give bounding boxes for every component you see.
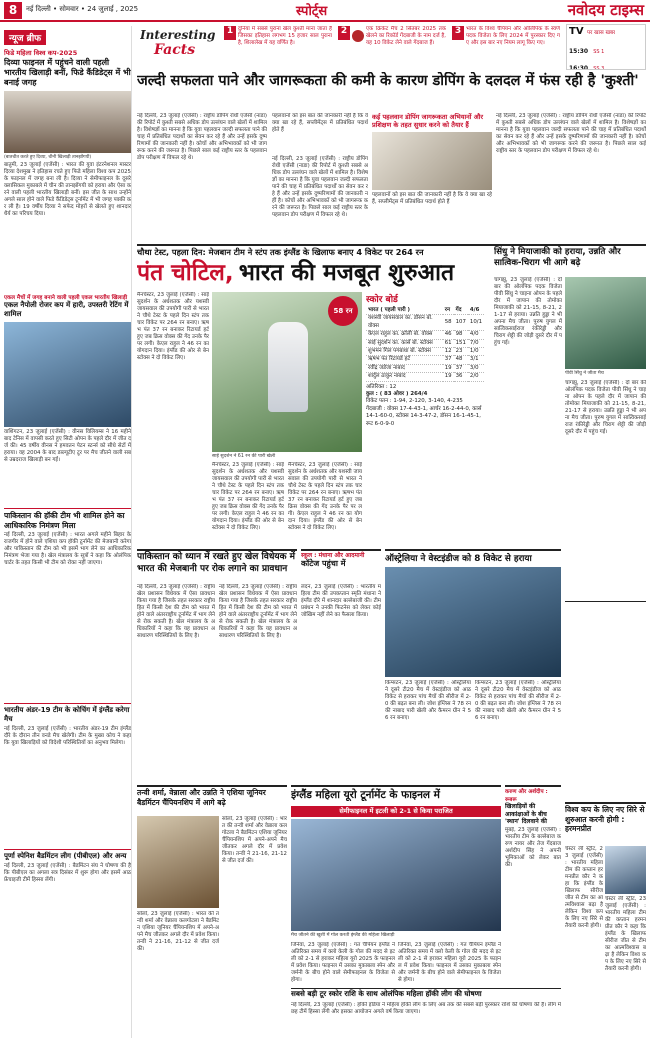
total-score: कुल : ( 83 ओवर ) 264/4 [366,391,428,398]
pak-body: नई दिल्ली, 23 जुलाई (एजेंसी) : राष्ट्रीय खेल प्रशासन विधेयक में ऐसा प्रावधान किया गया है जिसके तहत सरकार राष्ट्रीय हित में किसी देश की टीम को भारत में होने वाले अंतरराष्ट्रीय टूर्नामेंट में भाग लेने से रोक सकती है। खेल मंत्रालय के अधिकारियों ने कहा कि यह प्रावधान असाधारण परिस्थितियों के लिए है। [137,584,215,639]
interesting-facts-logo: Interesting Facts [140,28,216,58]
teaser-item: 2 एक क्रिकेट मैच 2 सितंबर 2025 तक खेलने का रिकॉर्ड गेंदबाजी के नाम दर्ज है, यह 10 विकेट लेने वाले गेंदबाज हैं। [338,26,446,68]
cricket-ball-icon [352,30,364,42]
lead-col4: नई दिल्ली, 23 जुलाई (एजेंसी) : राष्ट्रीय डोपिंग रोधी एजेंसी (नाडा) की रिपोर्ट में कुश्ती सबसे अधिक डोप उल्लंघन वाले खेलों में शामिल है। विशेषज्ञों का मानना है कि युवा पहलवान जल्दी सफलता पाने की चाह में प्रतिबंधित पदार्थों का सेवन कर रहे हैं और उन्हें इसके दुष्परिणामों की जानकारी नहीं है। कोचों और अभिभावकों को भी जागरूक करने की जरूरत है। पिछले साल कई राष्ट्रीय स्तर के पहलवान डोप परीक्षण में विफल रहे थे। [496,113,646,154]
raducanu-headline [565,601,646,629]
sindhu-photo [565,277,646,369]
sudarshan-photo [212,292,362,452]
teaser-strip [140,24,560,70]
masthead-brand: नवोदय टाइम्स [567,1,644,19]
pak-hockey-headline: पाकिस्तान की हॉकी टीम भी शामिल होने का आधिकारिक निमंत्रण मिला [4,508,131,530]
scorecard-title: स्कोर बोर्ड [366,295,398,305]
lead-headline: जल्दी सफलता पाने और जागरूकता की कमी के कारण डोपिंग के दलदल में फंस रही है 'कुश्ती' [137,73,639,89]
scorecard-table: भारत ( पहली पारी ) रन गेंद 4/6 यशस्वी जायसवाल का. डॉसन बो. वोक्स 58 107 10/1 केएल राहुल का. क्रॉली बो. वोक्स 46 98 4/0 साई सुदर्शन का. कार्स बो. स्टोक्स 61 151 7/0 शुभमन गिल पगबाधा बो. स्टोक्स 12 23 1/0 ऋषभ पंत रिटायर्ड हर्ट 37 48 3/1 रवींद्र जडेजा नाबाद 19 37 3/0 शार्दुल ठाकुर नाबाद 19 36 2/0 [368,307,482,380]
test-body: मैनचेस्टर, 23 जुलाई (एजेंसी) : साई सुदर्शन के अर्धशतक और यशस्वी जायसवाल की उपयोगी पारी से भारत ने चौथे टेस्ट के पहले दिन स्टंप तक चार विकेट पर 264 रन बनाए। ऋषभ पंत 37 रन बनाकर रिटायर्ड हर्ट हुए जब क्रिस वोक्स की गेंद उनके पैर पर लगी। केएल राहुल ने 46 रन का योगदान दिया। इंग्लैंड की ओर से बेन स्टोक्स ने दो विकेट लिए। [137,292,209,361]
news-brief-label: न्यूज ब्रीफ [4,30,46,45]
tv-row: 16:30 SS 3 [569,65,605,70]
date-line: नई दिल्ली • सोमवार • 24 जुलाई , 2025 [26,5,139,13]
score-badge: 58 रन [328,296,358,326]
lead-box: कई पहलवान डोपिंग जागरूकता अभियानों और प्रशिक्षण के तहत सुधार करने को तैयार हैं पहलवानों को इस बात की जानकारी नहीं है कि वे क्या खा रहे हैं, सप्लीमेंट्स में प्रतिबंधित पदार्थ होते हैं [372,113,492,205]
venus-headline: एकल नैपोली रोजर कप में हारी, उपस्तरी रेटिंग में शामिल [4,301,129,318]
batter-row: केएल राहुल का. क्रॉली बो. वोक्स 46 98 4/0 [366,331,484,339]
tennis-photo [4,322,131,427]
batter-row: यशस्वी जायसवाल का. डॉसन बो. वोक्स 58 107 10/1 [368,315,482,329]
hockey-headline: सबसे बड़ी टूर स्कोर राशि के साथ ओलंपिक महिला हॉकी लीग की घोषणा [291,988,561,1000]
brief-headline: दिव्या फाइनल में पहुंचने वाली पहली भारतीय खिलाड़ी बनीं, फिडे कैंडिडेट्स में भी बनाई जगह [4,58,131,87]
smriti-headline: स्कूल : मंधाना और आदमानी कॉटेज पहुंचा में [301,549,381,581]
venus-body: वाशिंगटन, 23 जुलाई (एजेंसी) : वीनस विलियम्स ने 16 महीने बाद टेनिस में वापसी करते हुए सिटी ओपन के पहले दौर में जीत दर्ज की। 45 वर्षीय वीनस ने हमवतन पेटन स्टर्न्स को सीधे सेटों में हराया। वह 2004 के बाद डब्ल्यूटीए टूर पर मैच जीतने वाली सबसे उम्रदराज खिलाड़ी बन गईं। [4,429,131,463]
batter-row: शुभमन गिल पगबाधा बो. स्टोक्स 12 23 1/0 [366,348,484,356]
test-kicker: चौथा टेस्ट, पहला दिन: मेजबान टीम ने स्टंप तक इंग्लैंड के खिलाफ बनाए 4 विकेट पर 264 रन [137,244,547,258]
euro-photo [291,819,501,931]
euro-subhead: सेमीफाइनल में इटली को 2-1 से किया पराजित [291,806,501,817]
brief-kicker: फिडे महिला विश्व कप-2025 [4,49,78,57]
u19-headline: भारतीय अंडर-19 टीम के कोचिंग में इंग्लैंड करेगा मैच [4,703,131,724]
tv-label: TV [569,26,584,37]
harman-headline: विश्व कप के लिए नए सिरे से शुरुआत करनी होगी : हरमनप्रीत [565,802,646,842]
junior-badminton-headline: तन्वी शर्मा, वेन्नाला और उन्नति ने एशिया जूनियर बैडमिंटन चैंपियनशिप में आगे बढ़े [137,785,287,813]
karun-headline: करुण और अर्शदीप : रूबरू खिलाड़ियों की आकांक्षाओं के बीच 'स्थान' दिलवाने की [505,785,561,825]
australia-body: किंग्सटन, 23 जुलाई (एजेंसी) : ऑस्ट्रेलिया ने दूसरे टी20 मैच में वेस्टइंडीज को आठ विकेट से हराकर पांच मैचों की सीरीज में 2-0 की बढ़त बना ली। जोश इंग्लिस ने 78 रन की नाबाद पारी खेली और कैमरन ग्रीन ने 56 रन बनाए। [385,680,471,721]
tv-row: 15:30 SS 1 [569,48,605,53]
euro-headline: इंग्लैंड महिला यूरो टूर्नामेंट के फाइनल में [291,785,501,805]
pak-headline: पाकिस्तान को ध्यान में रखते हुए खेल विधेयक में भारत की मेजबानी पर रोक लगाने का प्रावधान [137,549,297,581]
scorecard: स्कोर बोर्ड भारत ( पहली पारी ) रन गेंद 4/6 यशस्वी जायसवाल का. डॉसन बो. वोक्स 58 107 10/1 केएल राहुल का. क्रॉली बो. वोक्स 46 98 4/0 साई सुदर्शन का. कार्स बो. स्टोक्स 61 151 7/0 शुभमन गिल पगबाधा बो. स्टोक्स 12 23 1/0 ऋषभ पंत रिटायर्ड हर्ट 37 48 3/1 रवींद्र जडेजा नाबाद 19 37 3/0 शार्दुल ठाकुर नाबाद 19 36 2/0 अतिरिक्त : 12 कुल : ( 83 ओवर ) 264/4 विकेट पतन : 1-94, 2-120, 3-140, 4-235 गेंदबाजी : वोक्स 17-4-43-1, आर्चर 16-2-44-0, कार्स 14-1-60-0, स्टोक्स 14-3-47-2, डॉसन 16-1-45-1, रूट 6-0-9-0 [366,292,486,546]
batter-row: रवींद्र जडेजा नाबाद 19 37 3/0 [366,364,484,372]
teaser-item: 1 दुनिया में सबसे पुराना खेल कुश्ती माना जाता है जिसका इतिहास लगभग 15 हजार साल पुराना है, शिलालेख में यह वर्णित है। [224,26,332,68]
section-title: स्पोर्ट्स [296,4,328,19]
brief-body: बातुमी, 23 जुलाई (एजेंसी) : भारत की युवा इंटरनेशनल मास्टर दिव्या देशमुख ने इतिहास रचते हुए फिडे महिला विश्व कप 2025 के फाइनल में जगह बना ली है। दिव्या ने सेमीफाइनल के दूसरे क्लासिकल मुकाबले में चीन की तानझोंगयी को हराया और ऐसा करने वाली पहली भारतीय खिलाड़ी बनीं। इस जीत के साथ उन्होंने अगले साल होने वाले फिडे कैंडिडेट्स टूर्नामेंट में भी जगह पक्की कर ली है। 19 वर्षीय दिव्या ने सफेद मोहरों से खेलते हुए शानदार धैर्य का परिचय दिया। [4,162,131,217]
sindhu-body: चांगझू, 23 जुलाई (एजेंसी) : दो बार की ओलंपिक पदक विजेता पीवी सिंधु ने चाइना ओपन के पहले दौर में जापान की तोमोका मियाजाकी को 21-15, 8-21, 21-17 से हराया। उन्नति हुड्डा ने भी अपना मैच जीता। पुरुष युगल में सात्विकसाईराज रंकीरेड्डी और चिराग शेट्टी की जोड़ी दूसरे दौर में पहुंच गई। [494,277,562,346]
lead-col2: पहलवानों को इस बात की जानकारी नहीं है कि वे क्या खा रहे हैं, सप्लीमेंट्स में प्रतिबंधित पदार्थ होते हैं नई दिल्ली, 23 जुलाई (एजेंसी) : राष्ट्रीय डोपिंग रोधी एजेंसी (नाडा) की रिपोर्ट में कुश्ती सबसे अधिक डोप उल्लंघन वाले खेलों में शामिल है। विशेषज्ञों का मानना है कि युवा पहलवान जल्दी सफलता पाने की चाह में प्रतिबंधित पदार्थों का सेवन कर रहे हैं और उन्हें इसके दुष्परिणामों की जानकारी नहीं है। कोचों और अभिभावकों को भी जागरूक करने की जरूरत है। पिछले साल कई राष्ट्रीय स्तर के पहलवान डोप परीक्षण में विफल रहे थे। [272,113,368,218]
newspaper-page: 8 नई दिल्ली • सोमवार • 24 जुलाई , 2025 स्पोर्ट्स नवोदय टाइम्स Interesting Facts 1 दुनिया में सबसे पुराना खेल कुश्ती माना जाता है जिसका इतिहास लगभग 15 हजार साल पुराना है, शिलालेख में यह वर्णित है। 2 एक क्रिकेट मैच 2 सितंबर 2025 तक खेलने का रिकॉर्ड गेंदबाजी के नाम दर्ज है, यह 10 विकेट लेने वाले गेंदबाज हैं। 3 भारत के विश्व चैंपियन और ओलिंपिक के स्वर्ण पदक विजेता के लिए 2024 में पुरस्कार दिए गए और इस बार नए नियम लागू किए गए। TV पर खास खबर 15:30 SS 1 16:30 SS 3 न्यूज ब्रीफ फिडे महिला विश्व कप-2025 दिव्या फाइनल में पहुंचने वाली पहली भारतीय खिलाड़ी बनीं, फिडे कैंडिडेट्स में भी बनाई जगह (बातचीत करते हुए दिव्या, चीनी खिलाड़ी तानझोंगयी) बातुमी, 23 जुलाई (एजेंसी) : भारत की युवा इंटरनेशनल मास्टर दिव्या देशमुख ने इतिहास रचते हुए फिडे महिला विश्व कप 2025 के फाइनल में जगह बना ली है। दिव्या ने सेमीफाइनल के दूसरे क्लासिकल मुकाबले में चीन की तानझोंगयी को हराया और ऐसा करने वाली पहली भारतीय खिलाड़ी बनीं। इस जीत के साथ उन्होंने अगले साल होने वाले फिडे कैंडिडेट्स टूर्नामेंट में भी जगह पक्की कर ली है। 19 वर्षीय दिव्या ने सफेद मोहरों से खेलते हुए शानदार धैर्य का परिचय दिया। एकल मैचों में जगह बनाने वाली पहली एकल भारतीय खिलाड़ी एकल नैपोली रोजर कप में हारी, उपस्तरी रेटिंग में शामिल वाशिंगटन, 23 जुलाई (एजेंसी) : वीनस विलियम्स ने 16 महीने बाद टेनिस में वापसी करते हुए सिटी ओपन के पहले दौर में जीत दर्ज की। 45 वर्षीय वीनस ने हमवतन पेटन स्टर्न्स को सीधे सेटों में हराया। वह 2004 के बाद डब्ल्यूटीए टूर पर मैच जीतने वाली सबसे उम्रदराज खिलाड़ी बन गईं। पाकिस्तान की हॉकी टीम भी शामिल होने का आधिकारिक निमंत्रण मिला नई दिल्ली, 23 जुलाई (एजेंसी) : भारत अगले महीने बिहार के राजगीर में होने वाले एशिया कप हॉकी टूर्नामेंट की मेजबानी करेगा और पाकिस्तान की टीम को भी इसमें भाग लेने का आधिकारिक निमंत्रण भेजा गया है। खेल मंत्रालय के सूत्रों ने कहा कि ओलंपिक चार्टर के तहत किसी भी टीम को रोका नहीं जाएगा। भारतीय अंडर-19 टीम के कोचिंग में इंग्लैंड करेगा मैच नई दिल्ली, 23 जुलाई (एजेंसी) : भारतीय अंडर-19 टीम इंग्लैंड दौरे के दौरान तीन वनडे मैच खेलेगी। टीम के मुख्य कोच ने कहा कि युवा खिलाड़ियों को विदेशी परिस्थितियों का अनुभव मिलेगा। पूर्णा स्पेनिश बैडमिंटन लीग (पीबीएल) और अन्य नई दिल्ली, 23 जुलाई (एजेंसी) : बैडमिंटन संघ ने घोषणा की है कि पीबीएल का अगला सत्र दिसंबर में शुरू होगा और इसमें आठ फ्रेंचाइजी टीमें हिस्सा लेंगी। जल्दी सफलता पाने और जागरूकता की कमी के कारण डोपिंग के दलदल में फंस रही है 'कुश्ती' नई दिल्ली, 23 जुलाई (एजेंसी) : राष्ट्रीय डोपिंग रोधी एजेंसी (नाडा) की रिपोर्ट में कुश्ती सबसे अधिक डोप उल्लंघन वाले खेलों में शामिल है। विशेषज्ञों का मानना है कि युवा पहलवान जल्दी सफलता पाने की चाह में प्रतिबंधित पदार्थों का सेवन कर रहे हैं और उन्हें इसके दुष्परिणामों की जानकारी नहीं है। कोचों और अभिभावकों को भी जागरूक करने की जरूरत है। पिछले साल कई राष्ट्रीय स्तर के पहलवान डोप परीक्षण में विफल रहे थे। पहलवानों को इस बात की जानकारी नहीं है कि वे क्या खा रहे हैं, सप्लीमेंट्स में प्रतिबंधित पदार्थ होते हैं नई दिल्ली, 23 जुलाई (एजेंसी) : राष्ट्रीय डोपिंग रोधी एजेंसी (नाडा) की रिपोर्ट में कुश्ती सबसे अधिक डोप उल्लंघन वाले खेलों में शामिल है। विशेषज्ञों का मानना है कि युवा पहलवान जल्दी सफलता पाने की चाह में प्रतिबंधित पदार्थों का सेवन कर रहे हैं और उन्हें इसके दुष्परिणामों की जानकारी नहीं है। कोचों और अभिभावकों को भी जागरूक करने की जरूरत है। पिछले साल कई राष्ट्रीय स्तर के पहलवान डोप परीक्षण में विफल रहे थे। कई पहलवान डोपिंग जागरूकता अभियानों और प्रशिक्षण के तहत सुधार करने को तैयार हैं पहलवानों को इस बात की जानकारी नहीं है कि वे क्या खा रहे हैं, सप्लीमेंट्स में प्रतिबंधित पदार्थ होते हैं नई दिल्ली, 23 जुलाई (एजेंसी) : राष्ट्रीय डोपिंग रोधी एजेंसी (नाडा) की रिपोर्ट में कुश्ती सबसे अधिक डोप उल्लंघन वाले खेलों में शामिल है। विशेषज्ञों का मानना है कि युवा पहलवान जल्दी सफलता पाने की चाह में प्रतिबंधित पदार्थों का सेवन कर रहे हैं और उन्हें इसके दुष्परिणामों की जानकारी नहीं है। कोचों और अभिभावकों को भी जागरूक करने की जरूरत है। पिछले साल कई राष्ट्रीय स्तर के पहलवान डोप परीक्षण में विफल रहे थे। चौथा टेस्ट, पहला दिन: मेजबान टीम ने स्टंप तक इंग्लैंड के खिलाफ बनाए 4 विकेट पर 264 रन पंत चोटिल, भारत की मजबूत शुरुआत मैनचेस्टर, 23 जुलाई (एजेंसी) : साई सुदर्शन के अर्धशतक और यशस्वी जायसवाल की उपयोगी पारी से भारत ने चौथे टेस्ट के पहले दिन स्टंप तक चार विकेट पर 264 रन बनाए। ऋषभ पंत 37 रन बनाकर रिटायर्ड हर्ट हुए जब क्रिस वोक्स की गेंद उनके पैर पर लगी। केएल राहुल ने 46 रन का योगदान दिया। इंग्लैंड की ओर से बेन स्टोक्स ने दो विकेट लिए। 58 रन साई सुदर्शन ने 61 रन की पारी खेली मैनचेस्टर, 23 जुलाई (एजेंसी) : साई सुदर्शन के अर्धशतक और यशस्वी जायसवाल की उपयोगी पारी से भारत ने चौथे टेस्ट के पहले दिन स्टंप तक चार विकेट पर 264 रन बनाए। ऋषभ पंत 37 रन बनाकर रिटायर्ड हर्ट हुए जब क्रिस वोक्स की गेंद उनके पैर पर लगी। केएल राहुल ने 46 रन का योगदान दिया। इंग्लैंड की ओर से बेन स्टोक्स ने दो विकेट लिए। मैनचेस्टर, 23 जुलाई (एजेंसी) : साई सुदर्शन के अर्धशतक और यशस्वी जायसवाल की उपयोगी पारी से भारत ने चौथे टेस्ट के पहले दिन स्टंप तक चार विकेट पर 264 रन बनाए। ऋषभ पंत 37 रन बनाकर रिटायर्ड हर्ट हुए जब क्रिस वोक्स की गेंद उनके पैर पर लगी। केएल राहुल ने 46 रन का योगदान दिया। इंग्लैंड की ओर से बेन स्टोक्स ने दो विकेट लिए। स्कोर बोर्ड भारत ( पहली पारी ) रन गेंद 4/6 यशस्वी जायसवाल का. डॉसन बो. वोक्स 58 107 10/1 केएल राहुल का. क्रॉली बो. वोक्स 46 98 4/0 साई सुदर्शन का. कार्स बो. स्टोक्स 61 151 7/0 शुभमन गिल पगबाधा बो. स्टोक्स 12 23 1/0 ऋषभ पंत रिटायर्ड हर्ट 37 48 3/1 रवींद्र जडेजा नाबाद 19 37 3/0 शार्दुल ठाकुर नाबाद 19 36 2/0 अतिरिक्त : 12 कुल : ( 83 ओवर ) 264/4 विकेट पतन : 1-94, 2-120, 3-140, 4-235 गेंदबाजी : वोक्स 17-4-43-1, आर्चर 16-2-44-0, कार्स 14-1-60-0, स्टोक्स 14-3-47-2, डॉसन 16-1-45-1, रूट 6-0-9-0 सिंधु ने मियाजाकी को हराया, उन्नति और सात्विक-चिराग भी आगे बढ़े चांगझू, 23 जुलाई (एजेंसी) : दो बार की ओलंपिक पदक विजेता पीवी सिंधु ने चाइना ओपन के पहले दौर में जापान की तोमोका मियाजाकी को 21-15, 8-21, 21-17 से हराया। उन्नति हुड्डा ने भी अपना मैच जीता। पुरुष युगल में सात्विकसाईराज रंकीरेड्डी और चिराग शेट्टी की जोड़ी दूसरे दौर में पहुंच गई। पीवी सिंधु ने जीता मैच चांगझू, 23 जुलाई (एजेंसी) : दो बार की ओलंपिक पदक विजेता पीवी सिंधु ने चाइना ओपन के पहले दौर में जापान की तोमोका मियाजाकी को 21-15, 8-21, 21-17 से हराया। उन्नति हुड्डा ने भी अपना मैच जीता। पुरुष युगल में सात्विकसाईराज रंकीरेड्डी और चिराग शेट्टी की जोड़ी दूसरे दौर में पहुंच गई। पाकिस्तान को ध्यान में रखते हुए खेल विधेयक में भारत की मेजबानी पर रोक लगाने का प्रावधान नई दिल्ली, 23 जुलाई (एजेंसी) : राष्ट्रीय खेल प्रशासन विधेयक में ऐसा प्रावधान किया गया है जिसके तहत सरकार राष्ट्रीय हित में किसी देश की टीम को भारत में होने वाले अंतरराष्ट्रीय टूर्नामेंट में भाग लेने से रोक सकती है। खेल मंत्रालय के अधिकारियों ने कहा कि यह प्रावधान असाधारण परिस्थितियों के लिए है। नई दिल्ली, 23 जुलाई (एजेंसी) : राष्ट्रीय खेल प्रशासन विधेयक में ऐसा प्रावधान किया गया है जिसके तहत सरकार राष्ट्रीय हित में किसी देश की टीम को भारत में होने वाले अंतरराष्ट्रीय टूर्नामेंट में भाग लेने से रोक सकती है। खेल मंत्रालय के अधिकारियों ने कहा कि यह प्रावधान असाधारण परिस्थितियों के लिए है। स्कूल : मंधाना और आदमानी कॉटेज पहुंचा में लंदन, 23 जुलाई (एजेंसी) : भारतीय महिला टीम की उपकप्तान स्मृति मंधाना ने इंग्लैंड दौरे में शानदार बल्लेबाजी की। टीम प्रबंधन ने उनकी फिटनेस को लेकर कोई जोखिम नहीं लेने का फैसला किया। ऑस्ट्रेलिया ने वेस्टइंडीज को 8 विकेट से हराया किंग्सटन, 23 जुलाई (एजेंसी) : ऑस्ट्रेलिया ने दूसरे टी20 मैच में वेस्टइंडीज को आठ विकेट से हराकर पांच मैचों की सीरीज में 2-0 की बढ़त बना ली। जोश इंग्लिस ने 78 रन की नाबाद पारी खेली और कैमरन ग्रीन ने 56 रन बनाए। किंग्सटन, 23 जुलाई (एजेंसी) : ऑस्ट्रेलिया ने दूसरे टी20 मैच में वेस्टइंडीज को आठ विकेट से हराकर पांच मैचों की सीरीज में 2-0 की बढ़त बना ली। जोश इंग्लिस ने 78 रन की नाबाद पारी खेली और कैमरन ग्रीन ने 56 रन बनाए। तन्वी शर्मा, वेन्नाला और उन्नति ने एशिया जूनियर बैडमिंटन चैंपियनशिप में आगे बढ़े सोलो, 23 जुलाई (एजेंसी) : भारत की तन्वी शर्मा और वेन्नाला कलगोटला ने बैडमिंटन एशिया जूनियर चैंपियनशिप में अपने-अपने मैच जीतकर अगले दौर में प्रवेश किया। तन्वी ने 21-16, 21-12 से जीत दर्ज की। सोलो, 23 जुलाई (एजेंसी) : भारत की तन्वी शर्मा और वेन्नाला कलगोटला ने बैडमिंटन एशिया जूनियर चैंपियनशिप में अपने-अपने मैच जीतकर अगले दौर में प्रवेश किया। तन्वी ने 21-16, 21-12 से जीत दर्ज की। इंग्लैंड महिला यूरो टूर्नामेंट के फाइनल में सेमीफाइनल में इटली को 2-1 से किया पराजित मैच जीतने की खुशी में गोल करती इंग्लैंड की महिला खिलाड़ी जिनेवा, 23 जुलाई (एजेंसी) : गत चैंपियन इंग्लैंड ने अतिरिक्त समय में क्लो केली के गोल की मदद से इटली को 2-1 से हराकर महिला यूरो 2025 के फाइनल में प्रवेश किया। फाइनल में उसका मुकाबला स्पेन और जर्मनी के बीच होने वाले सेमीफाइनल के विजेता से होगा। जिनेवा, 23 जुलाई (एजेंसी) : गत चैंपियन इंग्लैंड ने अतिरिक्त समय में क्लो केली के गोल की मदद से इटली को 2-1 से हराकर महिला यूरो 2025 के फाइनल में प्रवेश किया। फाइनल में उसका मुकाबला स्पेन और जर्मनी के बीच होने वाले सेमीफाइनल के विजेता से होगा। सबसे बड़ी टूर स्कोर राशि के साथ ओलंपिक महिला हॉकी लीग की घोषणा नई दिल्ली, 23 जुलाई (एजेंसी) : हॉकी इंडिया ने महिला हॉकी लीग के लिए अब तक की सबसे बड़ी पुरस्कार राशि की घोषणा की है। लीग में छह टीमें हिस्सा लेंगी और इसका आयोजन अगले वर्ष किया जाएगा। करुण और अर्शदीप : रूबरू खिलाड़ियों की आकांक्षाओं के बीच 'स्थान' दिलवाने की मुंबई, 23 जुलाई (एजेंसी) : भारतीय टीम के बल्लेबाज करुण नायर और तेज गेंदबाज अर्शदीप सिंह ने अपनी भूमिकाओं को लेकर बात की। विश्व कप के लिए नए सिरे से शुरुआत करनी होगी : हरमनप्रीत चेस्टर ली स्ट्रीट, 23 जुलाई (एजेंसी) : भारतीय महिला टीम की कप्तान हरमनप्रीत कौर ने कहा कि इंग्लैंड के खिलाफ सीरीज जीत से टीम का आत्मविश्वास बढ़ा है लेकिन विश्व कप के लिए नए सिरे से तैयारी करनी होगी। चेस्टर ली स्ट्रीट, 23 जुलाई (एजेंसी) : भारतीय महिला टीम की कप्तान हरमनप्रीत कौर ने कहा कि इंग्लैंड के खिलाफ सीरीज जीत से टीम का आत्मविश्वास बढ़ा है लेकिन विश्व कप के लिए नए सिरे से तैयारी करनी होगी। [0,0,650,1043]
news-brief-column: न्यूज ब्रीफ फिडे महिला विश्व कप-2025 दिव्या फाइनल में पहुंचने वाली पहली भारतीय खिलाड़ी बनीं, फिडे कैंडिडेट्स में भी बनाई जगह (बातचीत करते हुए दिव्या, चीनी खिलाड़ी तानझोंगयी) बातुमी, 23 जुलाई (एजेंसी) : भारत की युवा इंटरनेशनल मास्टर दिव्या देशमुख ने इतिहास रचते हुए फिडे महिला विश्व कप 2025 के फाइनल में जगह बना ली है। दिव्या ने सेमीफाइनल के दूसरे क्लासिकल मुकाबले में चीन की तानझोंगयी को हराया और ऐसा करने वाली पहली भारतीय खिलाड़ी बनीं। इस जीत के साथ उन्होंने अगले साल होने वाले फिडे कैंडिडेट्स टूर्नामेंट में भी जगह पक्की कर ली है। 19 वर्षीय दिव्या ने सफेद मोहरों से खेलते हुए शानदार धैर्य का परिचय दिया। एकल मैचों में जगह बनाने वाली पहली एकल भारतीय खिलाड़ी एकल नैपोली रोजर कप में हारी, उपस्तरी रेटिंग में शामिल वाशिंगटन, 23 जुलाई (एजेंसी) : वीनस विलियम्स ने 16 महीने बाद टेनिस में वापसी करते हुए सिटी ओपन के पहले दौर में जीत दर्ज की। 45 वर्षीय वीनस ने हमवतन पेटन स्टर्न्स को सीधे सेटों में हराया। वह 2004 के बाद डब्ल्यूटीए टूर पर मैच जीतने वाली सबसे उम्रदराज खिलाड़ी बन गईं। पाकिस्तान की हॉकी टीम भी शामिल होने का आधिकारिक निमंत्रण मिला नई दिल्ली, 23 जुलाई (एजेंसी) : भारत अगले महीने बिहार के राजगीर में होने वाले एशिया कप हॉकी टूर्नामेंट की मेजबानी करेगा और पाकिस्तान की टीम को भी इसमें भाग लेने का आधिकारिक निमंत्रण भेजा गया है। खेल मंत्रालय के सूत्रों ने कहा कि ओलंपिक चार्टर के तहत किसी भी टीम को रोका नहीं जाएगा। भारतीय अंडर-19 टीम के कोचिंग में इंग्लैंड करेगा मैच नई दिल्ली, 23 जुलाई (एजेंसी) : भारतीय अंडर-19 टीम इंग्लैंड दौरे के दौरान तीन वनडे मैच खेलेगी। टीम के मुख्य कोच ने कहा कि युवा खिलाड़ियों को विदेशी परिस्थितियों का अनुभव मिलेगा। पूर्णा स्पेनिश बैडमिंटन लीग (पीबीएल) और अन्य नई दिल्ली, 23 जुलाई (एजेंसी) : बैडमिंटन संघ ने घोषणा की है कि पीबीएल का अगला सत्र दिसंबर में शुरू होगा और इसमें आठ फ्रेंचाइजी टीमें हिस्सा लेंगी। [4,26,132,1038]
teaser-item: 3 भारत के विश्व चैंपियन और ओलिंपिक के स्वर्ण पदक विजेता के लिए 2024 में पुरस्कार दिए गए और इस बार नए नियम लागू किए गए। [452,26,560,68]
page-number: 8 [4,2,22,19]
batter-row: साई सुदर्शन का. कार्स बो. स्टोक्स 61 151 7/0 [366,339,484,347]
tv-schedule: TV पर खास खबर 15:30 SS 1 16:30 SS 3 [566,24,646,70]
chess-photo [4,91,131,153]
page-header [0,0,650,22]
tanvi-photo [137,816,219,908]
pills-photo [372,132,492,190]
batter-row: ऋषभ पंत रिटायर्ड हर्ट 37 48 3/1 [366,356,484,364]
harman-photo [605,846,646,894]
lead-body: नई दिल्ली, 23 जुलाई (एजेंसी) : राष्ट्रीय डोपिंग रोधी एजेंसी (नाडा) की रिपोर्ट में कुश्ती सबसे अधिक डोप उल्लंघन वाले खेलों में शामिल है। विशेषज्ञों का मानना है कि युवा पहलवान जल्दी सफलता पाने की चाह में प्रतिबंधित पदार्थों का सेवन कर रहे हैं और उन्हें इसके दुष्परिणामों की जानकारी नहीं है। कोचों और अभिभावकों को भी जागरूक करने की जरूरत है। पिछले साल कई राष्ट्रीय स्तर के पहलवान डोप परीक्षण में विफल रहे थे। [137,113,267,161]
australia-photo [385,567,561,677]
batter-row: शार्दुल ठाकुर नाबाद 19 36 2/0 [366,373,484,381]
pbl-headline: पूर्णा स्पेनिश बैडमिंटन लीग (पीबीएल) और अन्य [4,849,131,861]
australia-headline: ऑस्ट्रेलिया ने वेस्टइंडीज को 8 विकेट से हराया [385,549,561,565]
sindhu-headline: सिंधु ने मियाजाकी को हराया, उन्नति और सात्विक-चिराग भी आगे बढ़े [494,244,646,274]
test-headline: पंत चोटिल, भारत की मजबूत शुरुआत [137,260,455,286]
